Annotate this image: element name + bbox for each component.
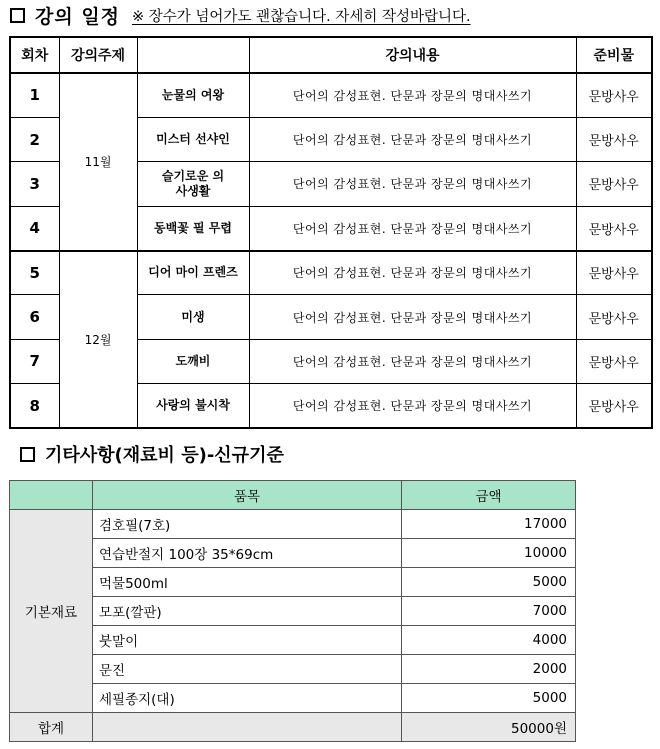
total-amount: 50000원 <box>402 713 576 742</box>
month-cell: 12월 <box>59 251 137 429</box>
month-cell: 11월 <box>59 73 137 251</box>
total-blank <box>93 713 402 742</box>
lecture-title: 디어 마이 프렌즈 <box>137 251 249 295</box>
item-amount: 7000 <box>402 597 576 626</box>
lecture-title: 미생 <box>137 295 249 339</box>
item-name: 문진 <box>93 655 402 684</box>
lecture-content: 단어의 감성표현. 단문과 장문의 명대사쓰기 <box>249 73 576 117</box>
item-name: 붓말이 <box>93 626 402 655</box>
prep-item: 문방사우 <box>576 295 652 339</box>
table-row <box>10 626 576 655</box>
item-name: 세필종지(대) <box>93 684 402 713</box>
prep-item: 문방사우 <box>576 251 652 295</box>
table-header-row <box>10 37 652 73</box>
lecture-content: 단어의 감성표현. 단문과 장문의 명대사쓰기 <box>249 295 576 339</box>
session-number: 2 <box>10 117 59 161</box>
table-row <box>10 251 652 295</box>
session-number: 5 <box>10 251 59 295</box>
prep-item: 문방사우 <box>576 117 652 161</box>
lecture-content: 단어의 감성표현. 단문과 장문의 명대사쓰기 <box>249 206 576 250</box>
total-row <box>10 713 576 742</box>
prep-item: 문방사우 <box>576 206 652 250</box>
item-name: 모포(깔판) <box>93 597 402 626</box>
section-title: 강의 일정 <box>35 5 121 28</box>
session-number: 3 <box>10 162 59 206</box>
header-item: 품목 <box>93 481 402 510</box>
section-header-materials <box>20 440 284 468</box>
session-number: 4 <box>10 206 59 250</box>
lecture-title-text: 슬기로운 의사생활 <box>161 168 225 198</box>
item-amount: 4000 <box>402 626 576 655</box>
item-amount: 5000 <box>402 568 576 597</box>
header-session: 회차 <box>10 37 59 73</box>
lecture-content: 단어의 감성표현. 단문과 장문의 명대사쓰기 <box>249 162 576 206</box>
lecture-title: 미스터 선샤인 <box>137 117 249 161</box>
prep-item: 문방사우 <box>576 162 652 206</box>
materials-cost-table <box>9 480 576 742</box>
section-note: ※ 장수가 넘어가도 괜찮습니다. 자세히 작성바랍니다. <box>132 8 471 25</box>
header-topic-blank <box>137 37 249 73</box>
table-row <box>10 684 576 713</box>
section-title: 기타사항(재료비 등)-신규기준 <box>45 445 284 466</box>
checkbox-square-icon <box>20 447 35 462</box>
lecture-title: 동백꽃 필 무렵 <box>137 206 249 250</box>
session-number: 6 <box>10 295 59 339</box>
session-number: 7 <box>10 339 59 383</box>
lecture-content: 단어의 감성표현. 단문과 장문의 명대사쓰기 <box>249 339 576 383</box>
item-amount: 10000 <box>402 539 576 568</box>
lecture-content: 단어의 감성표현. 단문과 장문의 명대사쓰기 <box>249 251 576 295</box>
table-row <box>10 568 576 597</box>
item-amount: 17000 <box>402 510 576 539</box>
header-content: 강의내용 <box>249 37 576 73</box>
category-cell: 기본재료 <box>10 510 93 713</box>
header-amount: 금액 <box>402 481 576 510</box>
session-number: 8 <box>10 384 59 428</box>
section-header-schedule <box>10 0 471 30</box>
item-name: 연습반절지 100장 35*69cm <box>93 539 402 568</box>
table-row <box>10 597 576 626</box>
table-row <box>10 655 576 684</box>
prep-item: 문방사우 <box>576 339 652 383</box>
lecture-schedule-table <box>9 36 653 429</box>
header-prep: 준비물 <box>576 37 652 73</box>
checkbox-square-icon <box>10 8 25 23</box>
header-blank <box>10 481 93 510</box>
item-name: 겸호필(7호) <box>93 510 402 539</box>
table-row <box>10 73 652 117</box>
prep-item: 문방사우 <box>576 73 652 117</box>
prep-item: 문방사우 <box>576 384 652 428</box>
lecture-title: 눈물의 여왕 <box>137 73 249 117</box>
table-row <box>10 539 576 568</box>
session-number: 1 <box>10 73 59 117</box>
table-header-row <box>10 481 576 510</box>
lecture-content: 단어의 감성표현. 단문과 장문의 명대사쓰기 <box>249 384 576 428</box>
header-topic: 강의주제 <box>59 37 137 73</box>
lecture-content: 단어의 감성표현. 단문과 장문의 명대사쓰기 <box>249 117 576 161</box>
item-name: 먹물500ml <box>93 568 402 597</box>
table-row <box>10 510 576 539</box>
item-amount: 2000 <box>402 655 576 684</box>
lecture-title: 도깨비 <box>137 339 249 383</box>
lecture-title: 사랑의 불시착 <box>137 384 249 428</box>
lecture-title <box>137 162 249 206</box>
total-label: 합계 <box>10 713 93 742</box>
item-amount: 5000 <box>402 684 576 713</box>
